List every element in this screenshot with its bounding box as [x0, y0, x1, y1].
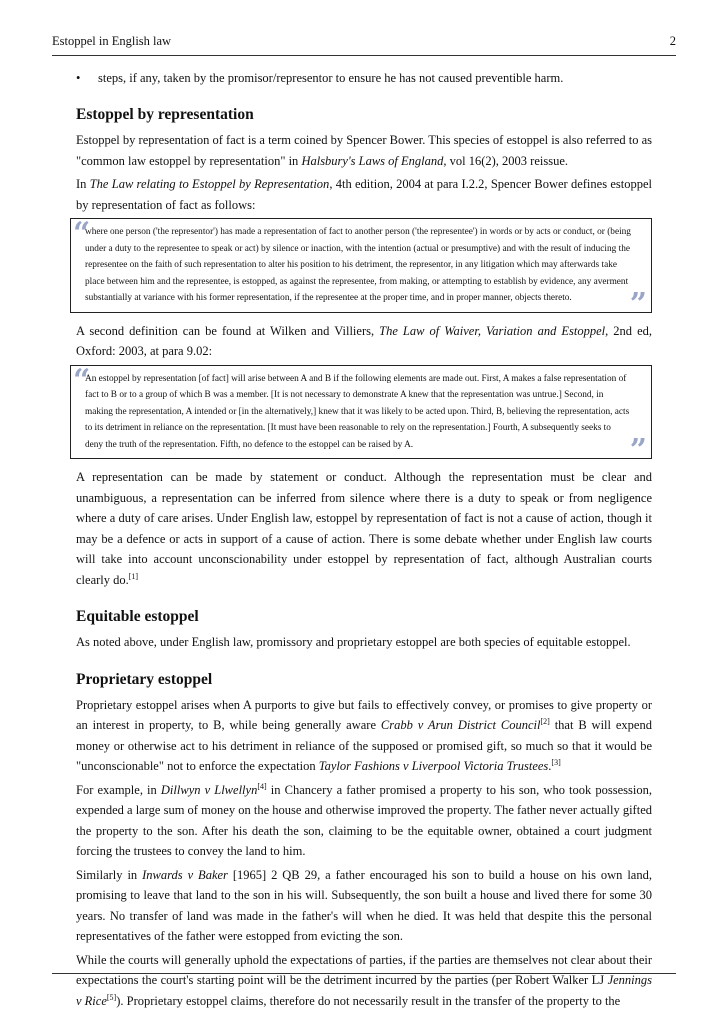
footnote-ref[interactable]: [3]	[551, 757, 561, 767]
page-body	[73, 68, 653, 1014]
paragraph: A representation can be made by statement or conduct. Although the representation must be clear and unambiguous, a representation can be inferred from silence where there is a duty to speak or from negligence where a duty of care arises. Under English law, estoppel by representation of fact is not a cause of action, though it may be a defence or acts in support of a cause of action. There is some debate whether under English law courts will take into account unconscionability under estoppel by representation of fact, although Australian courts clearly do.[1]	[76, 470, 652, 587]
footnote-ref[interactable]: [2]	[540, 716, 550, 726]
bullet-icon: •	[76, 71, 81, 85]
header-rule	[52, 55, 676, 56]
paragraph: As noted above, under English law, promissory and proprietary estoppel are both species of equitable estoppel.	[76, 635, 631, 649]
close-quote-icon: ”	[629, 433, 647, 468]
paragraph: For example, in Dillwyn v Llwellyn[4] in Chancery a father promised a property to his son, who took possession, expended a large sum of money on the house and otherwise improved the property. The father never actually gifted the property to the son. After his death the son, claiming to be the equitable owner, obtained a court judgment forcing the trustees to convey the land to him.	[76, 781, 653, 858]
paragraph: Proprietary estoppel arises when A purports to give but fails to effectively convey, or promises to give property or an interest in property, to B, while being generally aware Crabb v Arun District Council[2] that B will expend money or otherwise act to his detriment in reliance of the supposed or promised gift, so much so that it would be "unconscionable" not to enforce the expectation Taylor Fashions v Liverpool Victoria Trustees.[3]	[76, 697, 652, 773]
footnote-ref[interactable]: [5]	[106, 992, 117, 1002]
paragraph: Similarly in Inwards v Baker [1965] 2 QB 29, a father encouraged his son to build a house on his own land, promising to leave that land to the son in his will. Subsequently, the son built a house and lived there for some 30 years. No transfer of land was made in the father's will when he died. It was held that despite this the personal representatives of the father were estopped from evicting the son.	[76, 867, 652, 943]
list-item: • steps, if any, taken by the promisor/representor to ensure he has not caused preventible harm.	[76, 68, 652, 88]
section-heading-proprietary-estoppel: Proprietary estoppel	[76, 670, 213, 688]
running-title: Estoppel in English law	[52, 34, 172, 48]
footnote-ref[interactable]: [1]	[128, 571, 139, 581]
close-quote-icon: ”	[629, 286, 647, 322]
paragraph: A second definition can be found at Wilken and Villiers, The Law of Waiver, Variation and Estoppel, 2nd ed, Oxford: 2003, at para 9.02:	[76, 323, 652, 358]
footnote-ref[interactable]: [4]	[257, 781, 267, 791]
footer-rule	[52, 973, 676, 974]
page-number: 2	[669, 34, 676, 48]
paragraph: Estoppel by representation of fact is a term coined by Spencer Bower. This species of estoppel is also referred to as "common law estoppel by representation" in Halsbury's Laws of England, vol 16(2), 2003 reissue.	[76, 133, 652, 168]
quote-text: An estoppel by representation [of fact] will arise between A and B if the following elements are made out. First, A makes a false representation of fact to B or to a group of which B was a member. [It is not necessary to demonstrate A knew that the representation was untrue.] Second, in making the representation, A intended or [in the alternatively,] knew that it was likely to be acted upon. Third, B, believing the representation, acts to its detriment in reliance on the representation. [It must have been reasonable to rely on the representation.] Fourth, A subsequently seeks to deny the truth of the representation. Fifth, no defence to the estoppel can be raised by A.	[85, 373, 630, 450]
open-quote-icon: “	[73, 362, 91, 398]
open-quote-icon: “	[73, 216, 91, 251]
block-quote	[70, 216, 652, 322]
page-header	[52, 34, 676, 54]
section-heading-equitable-estoppel: Equitable estoppel	[76, 608, 199, 625]
paragraph: In The Law relating to Estoppel by Representation, 4th edition, 2004 at para I.2.2, Spencer Bower defines estoppel by representation of fact as follows:	[76, 177, 653, 212]
block-quote	[70, 362, 652, 468]
section-heading-estoppel-by-representation: Estoppel by representation	[76, 106, 254, 123]
paragraph: While the courts will generally uphold the expectations of parties, if the parties are themselves not clear about their expectations the court's starting point will be the detriment incurred by the parties (per Robert Walker LJ Jennings v Rice[5]). Proprietary estoppel claims, therefore do not necessarily result in the transfer of the property to the	[76, 952, 652, 1008]
quote-text: where one person ('the representor') has made a representation of fact to another person ('the representee') in words or by acts or conduct, or (being under a duty to the representee to speak or act) by silence or inaction, with the intention (actual or presumptive) and with the result of inducing the representee on the faith of such representation to alter his position to his detriment, the representor, in any litigation which may afterwards take place between him and the representee, is estopped, as against the representee, from making, or attempting to establish by evidence, any averment substantially at variance with his former representation, if the representee at the proper time, and in proper manner, objects thereto.	[85, 227, 631, 303]
